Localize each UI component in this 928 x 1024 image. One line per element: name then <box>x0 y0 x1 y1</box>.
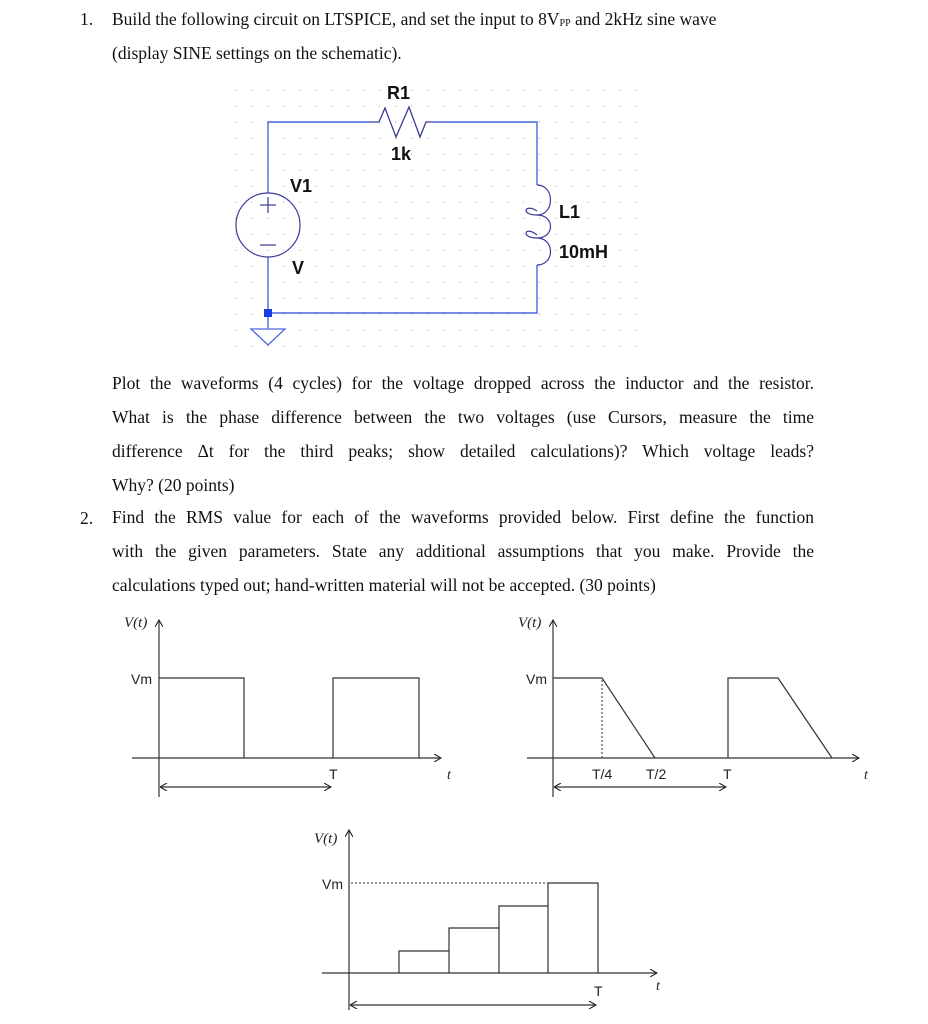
ltspice-schematic <box>220 75 650 355</box>
q1-para-line: Plot the waveforms (4 cycles) for the voltage dropped across the inductor and the resistor. <box>112 373 814 393</box>
chart-3-vm-label: Vm <box>322 876 343 892</box>
question-2-paragraph <box>112 500 814 602</box>
q2-para-line: Find the RMS value for each of the waveforms provided below. First define the function <box>112 507 814 527</box>
inductor-name-label: L1 <box>559 202 581 222</box>
q1-line1-post: and 2kHz sine wave <box>570 9 717 29</box>
q1-para-line: Why? (20 points) <box>112 475 235 495</box>
question-2-number: 2. <box>80 508 94 528</box>
ground-node-junction <box>264 309 272 317</box>
q1-para-line: What is the phase difference between the two voltages (use Cursors, measure the time <box>112 407 814 427</box>
chart-3-staircase <box>399 883 598 973</box>
q2-para-line: calculations typed out; hand-written material will not be accepted. (30 points) <box>112 575 656 595</box>
chart-3-ylabel: V(t) <box>314 831 338 847</box>
chart-3-xlabel: t <box>656 979 660 994</box>
chart-2 <box>527 620 859 797</box>
chart-2-ylabel: V(t) <box>518 615 542 631</box>
chart-3 <box>322 830 657 1010</box>
question-1-number: 1. <box>80 9 94 29</box>
q1-line1-pre: Build the following circuit on LTSPICE, and set the input to 8V <box>112 9 560 29</box>
question-1-text-line-1 <box>112 9 716 30</box>
chart-1-ylabel: V(t) <box>124 615 148 631</box>
chart-2-waveform <box>553 678 655 758</box>
chart-2-T-label: T <box>723 766 732 782</box>
question-1-paragraph <box>112 366 814 502</box>
chart-3-T-label: T <box>594 983 603 999</box>
question-1-text-line-2: (display SINE settings on the schematic). <box>112 43 402 63</box>
source-name-label: V1 <box>290 176 313 196</box>
chart-2-T4-label: T/4 <box>592 766 613 782</box>
q2-para-line: with the given parameters. State any additional assumptions that you make. Provide the <box>112 541 814 561</box>
chart-1-T-label: T <box>329 766 338 782</box>
q1-para-line: difference Δt for the third peaks; show detailed calculations)? Which voltage leads? <box>112 441 814 461</box>
chart-2-vm-label: Vm <box>526 671 547 687</box>
resistor-name-label: R1 <box>387 83 411 103</box>
chart-2-xlabel: t <box>864 768 868 783</box>
inductor-value-label: 10mH <box>559 242 609 262</box>
q1-line1-subscript: PP <box>559 18 571 29</box>
chart-1-waveform <box>159 678 244 758</box>
chart-1 <box>132 620 441 797</box>
source-value-label: V <box>292 258 305 278</box>
chart-2-T2-label: T/2 <box>646 766 667 782</box>
chart-1-vm-label: Vm <box>131 671 152 687</box>
chart-1-xlabel: t <box>447 768 451 783</box>
resistor-value-label: 1k <box>391 144 412 164</box>
